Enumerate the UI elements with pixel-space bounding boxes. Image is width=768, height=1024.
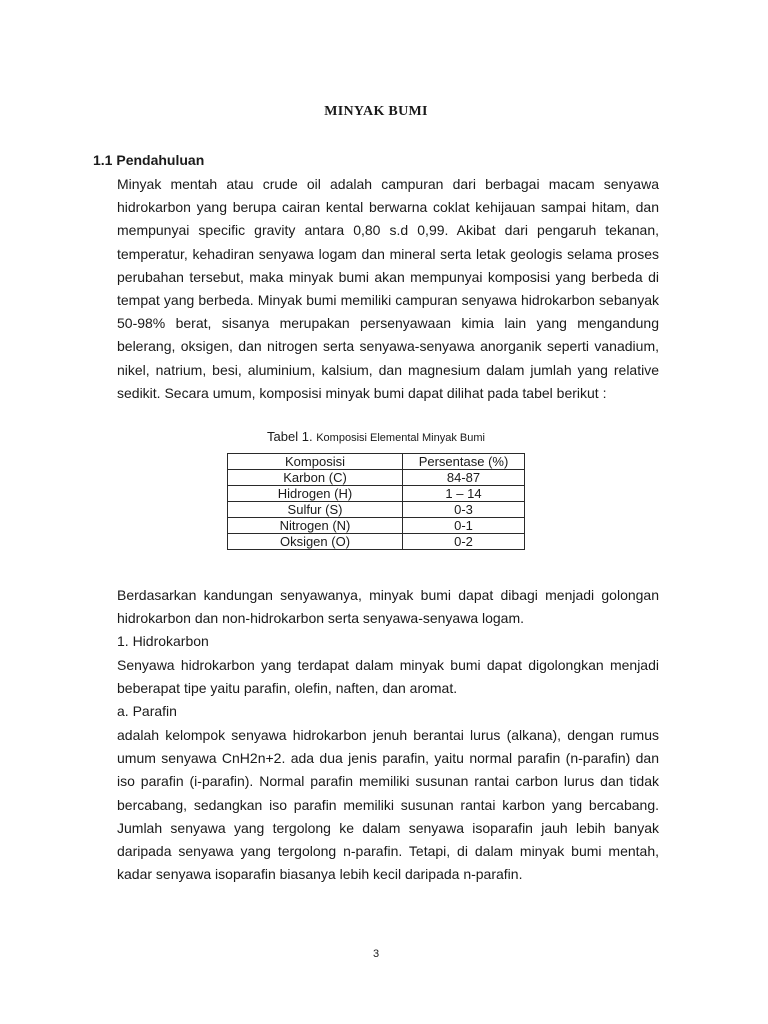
- subheading-parafin: a. Parafin: [117, 703, 177, 719]
- table-row: [228, 518, 525, 534]
- table-cell: Karbon (C): [228, 470, 403, 486]
- header-komposisi: Komposisi: [228, 454, 403, 470]
- hidrokarbon-paragraph: Senyawa hidrokarbon yang terdapat dalam minyak bumi dapat digolongkan menjadi beberapat tipe yaitu parafin, olefin, naften, dan aromat.: [117, 657, 659, 697]
- table-caption: [0, 429, 752, 444]
- table-cell: Oksigen (O): [228, 534, 403, 550]
- parafin-paragraph: adalah kelompok senyawa hidrokarbon jenuh berantai lurus (alkana), dengan rumus umum senyawa CnH2n+2. ada dua jenis parafin, yaitu normal parafin (n-parafin) dan iso parafin (i-parafin). Normal parafin memiliki susunan rantai carbon lurus dan tidak bercabang, sedangkan iso parafin memiliki susunan rantai karbon yang bercabang. Jumlah senyawa yang tergolong ke dalam senyawa isoparafin jauh lebih banyak daripada senyawa yang tergolong n-parafin. Tetapi, di dalam minyak bumi mentah, kadar senyawa isoparafin biasanya lebih kecil daripada n-parafin.: [117, 727, 659, 883]
- table-row: [228, 502, 525, 518]
- after-table-paragraph: Berdasarkan kandungan senyawanya, minyak bumi dapat dibagi menjadi golongan hidrokarbon dan non-hidrokarbon serta senyawa-senyawa logam.: [117, 587, 659, 627]
- header-persentase: Persentase (%): [403, 454, 525, 470]
- table-cell: 0-3: [403, 502, 525, 518]
- table-cell: Sulfur (S): [228, 502, 403, 518]
- document-title: MINYAK BUMI: [324, 104, 428, 119]
- composition-table: [227, 453, 525, 550]
- table-row: [228, 470, 525, 486]
- table-caption-label: Tabel 1.: [267, 429, 313, 444]
- table-row: [228, 534, 525, 550]
- table-cell: Hidrogen (H): [228, 486, 403, 502]
- page-number: 3: [372, 948, 380, 960]
- table-header-row: [228, 454, 525, 470]
- table-caption-text: Komposisi Elemental Minyak Bumi: [316, 432, 485, 444]
- table-cell: Nitrogen (N): [228, 518, 403, 534]
- table-cell: 0-2: [403, 534, 525, 550]
- section-heading: 1.1 Pendahuluan: [93, 152, 205, 168]
- table-row: [228, 486, 525, 502]
- table-cell: 84-87: [403, 470, 525, 486]
- intro-paragraph: Minyak mentah atau crude oil adalah campuran dari berbagai macam senyawa hidrokarbon yang berupa cairan kental berwarna coklat kehijauan sampai hitam, dan mempunyai specific gravity antara 0,80 s.d 0,99. Akibat dari pengaruh tekanan, temperatur, kehadiran senyawa logam dan mineral serta letak geologis selama proses perubahan tersebut, maka minyak bumi akan mempunyai komposisi yang berbeda di tempat yang berbeda. Minyak bumi memiliki campuran senyawa hidrokarbon sebanyak 50-98% berat, sisanya merupakan persenyawaan kimia lain yang mengandung belerang, oksigen, dan nitrogen serta senyawa-senyawa anorganik seperti vanadium, nikel, natrium, besi, aluminium, kalsium, dan magnesium dalam jumlah yang relative sedikit. Secara umum, komposisi minyak bumi dapat dilihat pada tabel berikut :: [117, 176, 659, 401]
- table-cell: 0-1: [403, 518, 525, 534]
- subheading-hidrokarbon: 1. Hidrokarbon: [117, 633, 209, 649]
- table-cell: 1 – 14: [403, 486, 525, 502]
